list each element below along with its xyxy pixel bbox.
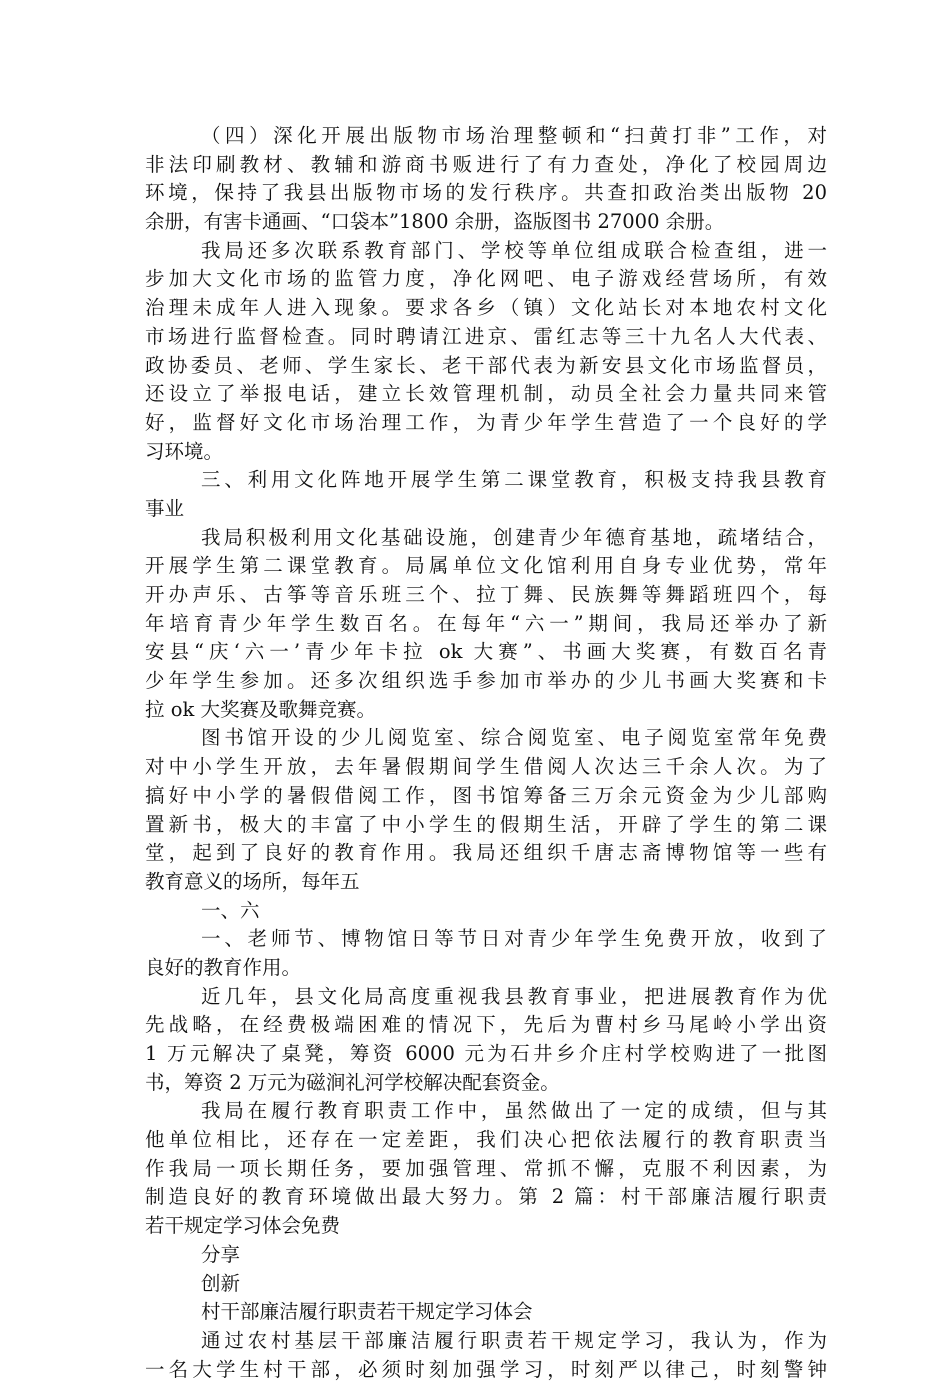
text-line: 开办声乐、古筝等音乐班三个、拉丁舞、民族舞等舞蹈班四个，每 bbox=[145, 583, 827, 606]
text-line: 政协委员、老师、学生家长、老干部代表为新安县文化市场监督员， bbox=[145, 353, 827, 377]
text-line: 作我局一项长期任务，要加强管理、常抓不懈，克服不利因素，为 bbox=[145, 1156, 827, 1180]
text-line: 置新书，极大的丰富了中小学生的假期生活，开辟了学生的第二课 bbox=[145, 812, 827, 836]
text-line: 村干部廉洁履行职责若干规定学习体会 bbox=[201, 1300, 533, 1324]
text-line: 一、六 bbox=[201, 898, 260, 922]
text-line: 拉 ok 大奖赛及歌舞竞赛。 bbox=[145, 697, 376, 721]
text-line: 习环境。 bbox=[145, 439, 224, 463]
text-line: 良好的教育作用。 bbox=[145, 955, 302, 979]
text-line: 少年学生参加。还多次组织选手参加市举办的少儿书画大奖赛和卡 bbox=[145, 669, 827, 693]
text-line: 三、利用文化阵地开展学生第二课堂教育，积极支持我县教育 bbox=[201, 468, 827, 492]
text-line: 他单位相比，还存在一定差距，我们决心把依法履行的教育职责当 bbox=[145, 1128, 827, 1152]
text-line: 堂，起到了良好的教育作用。我局还组织千唐志斋博物馆等一些有 bbox=[145, 841, 827, 865]
text-line: 先战略，在经费极端困难的情况下，先后为曹村乡马尾岭小学出资 bbox=[145, 1013, 827, 1037]
text-line: 余册，有害卡通画、“口袋本”1800 余册，盗版图书 27000 余册。 bbox=[145, 210, 725, 234]
text-line: 1 万元解决了桌凳，筹资 6000 元为石井乡介庄村学校购进了一批图 bbox=[145, 1042, 827, 1065]
text-line: 年培育青少年学生数百名。在每年“六一”期间，我局还举办了新 bbox=[145, 611, 827, 635]
text-line: 还设立了举报电话，建立长效管理机制，动员全社会力量共同来管 bbox=[145, 382, 827, 406]
document-text-body bbox=[145, 122, 827, 1384]
text-line: 我局在履行教育职责工作中，虽然做出了一定的成绩，但与其 bbox=[201, 1099, 827, 1123]
text-line: 环境，保持了我县出版物市场的发行秩序。共查扣政治类出版物 20 bbox=[145, 181, 827, 205]
text-line: 好，监督好文化市场治理工作，为青少年学生营造了一个良好的学 bbox=[145, 410, 827, 434]
text-line: 对中小学生开放，去年暑假期间学生借阅人次达三千余人次。为了 bbox=[145, 755, 827, 779]
text-line: 我局积极利用文化基础设施，创建青少年德育基地，疏堵结合， bbox=[201, 525, 827, 549]
text-line: 非法印刷教材、教辅和游商书贩进行了有力查处，净化了校园周边 bbox=[145, 152, 827, 176]
text-line: 治理未成年人进入现象。要求各乡（镇）文化站长对本地农村文化 bbox=[145, 296, 827, 320]
text-line: 一名大学生村干部，必须时刻加强学习，时刻严以律己，时刻警钟 bbox=[145, 1357, 827, 1381]
text-line: 我局还多次联系教育部门、学校等单位组成联合检查组，进一 bbox=[201, 238, 827, 262]
text-line: 通过农村基层干部廉洁履行职责若干规定学习，我认为，作为 bbox=[201, 1328, 827, 1352]
text-line: 图书馆开设的少儿阅览室、综合阅览室、电子阅览室常年免费 bbox=[201, 726, 827, 750]
text-line: 近几年，县文化局高度重视我县教育事业，把进展教育作为优 bbox=[201, 984, 827, 1008]
text-line: 搞好中小学的暑假借阅工作，图书馆筹备三万余元资金为少儿部购 bbox=[145, 783, 827, 807]
text-line: 一、老师节、博物馆日等节日对青少年学生免费开放，收到了 bbox=[201, 927, 827, 951]
text-line: 书，筹资 2 万元为磁涧礼河学校解决配套资金。 bbox=[145, 1070, 560, 1094]
text-line: （四）深化开展出版物市场治理整顿和“扫黄打非”工作，对 bbox=[201, 124, 827, 147]
text-line: 开展学生第二课堂教育。局属单位文化馆利用自身专业优势，常年 bbox=[145, 554, 827, 578]
text-line: 步加大文化市场的监管力度，净化网吧、电子游戏经营场所，有效 bbox=[145, 267, 827, 291]
text-line: 制造良好的教育环境做出最大努力。第 2 篇：村干部廉洁履行职责 bbox=[145, 1185, 827, 1209]
text-line: 教育意义的场所，每年五 bbox=[145, 869, 360, 893]
text-line: 安县“庆‘六一’青少年卡拉 ok 大赛”、书画大奖赛，有数百名青 bbox=[145, 640, 827, 664]
text-line: 创新 bbox=[201, 1271, 241, 1295]
text-line: 分享 bbox=[201, 1242, 241, 1266]
text-line: 事业 bbox=[145, 496, 185, 520]
text-line: 市场进行监督检查。同时聘请江进京、雷红志等三十九名人大代表、 bbox=[145, 324, 827, 348]
text-line: 若干规定学习体会免费 bbox=[145, 1214, 341, 1238]
